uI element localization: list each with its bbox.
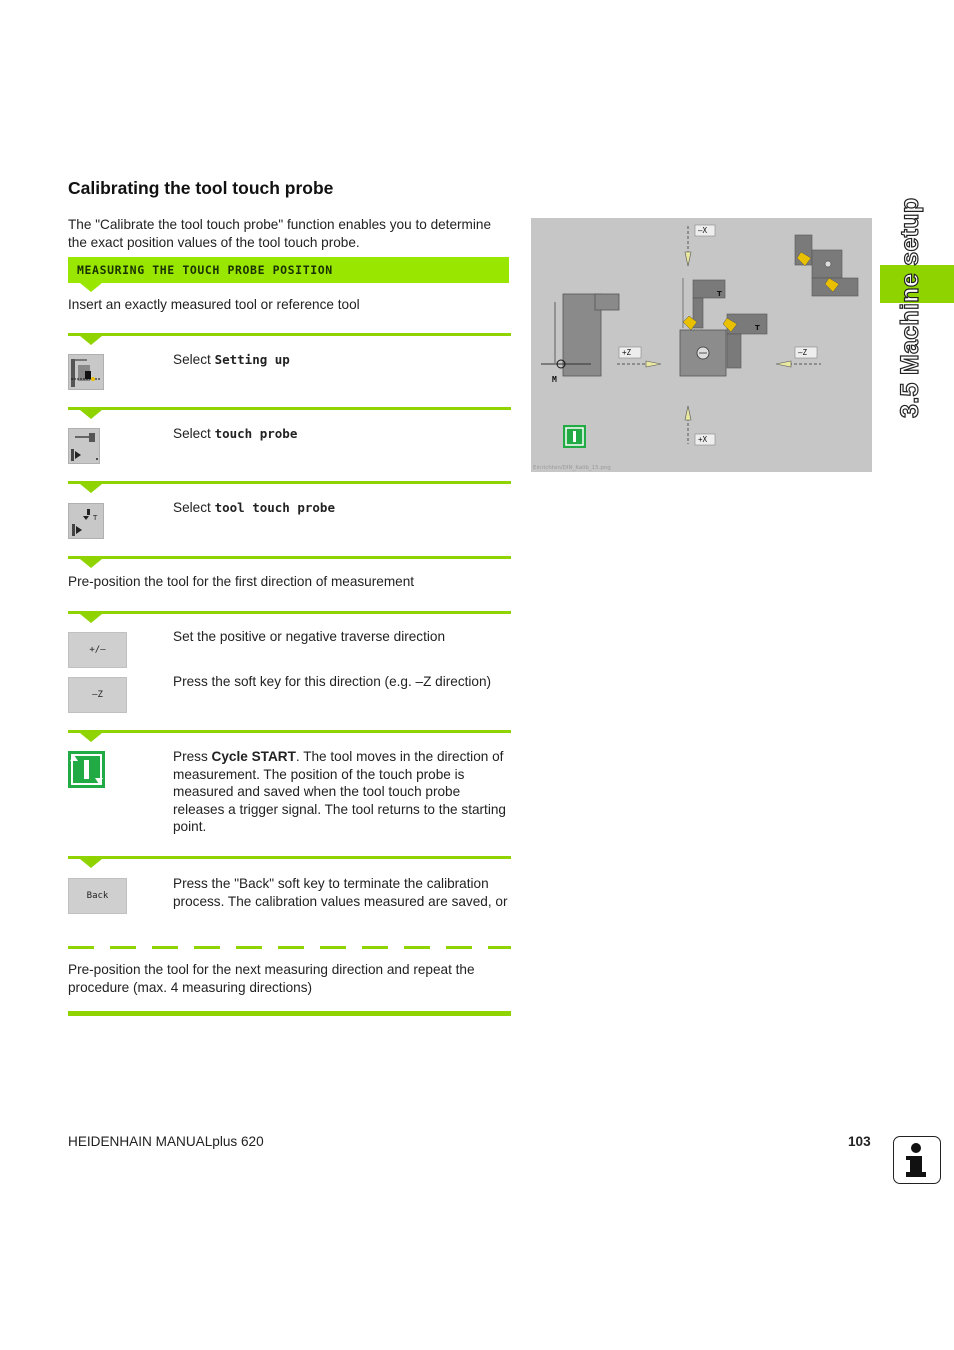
- cycle-start-key[interactable]: [68, 751, 105, 788]
- step-divider: [68, 556, 511, 559]
- step-divider: [68, 481, 511, 484]
- step-prefix: Select: [173, 352, 215, 367]
- cycle-post: . The tool moves in the direction of measurement. The position of the touch probe is measured and saved when the tool touch probe releases a trigger signal. The tool returns to the starting point.: [173, 749, 506, 834]
- figure-caption: Einrichten/DIN_Kalib_15.png: [533, 465, 611, 471]
- footer-product: HEIDENHAIN MANUALplus 620: [68, 1134, 264, 1149]
- t-label-1: T: [717, 290, 722, 298]
- minus-z-label: –Z: [798, 348, 808, 357]
- cycle-start-icon: [68, 751, 105, 788]
- step-code: Setting up: [214, 352, 290, 367]
- intro-text: The "Calibrate the tool touch probe" function enables you to determine the exact position values of the tool touch probe.: [68, 217, 492, 250]
- info-icon: [893, 1136, 941, 1184]
- step-divider: [68, 407, 511, 410]
- touch-probe-diagram: [531, 218, 872, 472]
- step-select-setting-up: [173, 351, 518, 369]
- plus-minus-softkey[interactable]: +/–: [68, 632, 127, 668]
- insert-tool-text: Insert an exactly measured tool or reference tool: [68, 297, 360, 312]
- plus-z-label: +Z: [622, 348, 632, 357]
- page-number: 103: [848, 1134, 871, 1149]
- plus-z-arrow: [646, 361, 661, 367]
- section-end-rule: [68, 1011, 511, 1016]
- touch-probe-softkey-icon: [68, 428, 100, 464]
- plus-x-arrow: [685, 406, 691, 420]
- step-divider: [68, 333, 511, 336]
- back-softkey[interactable]: Back: [68, 878, 127, 914]
- cycle-pre: Press: [173, 749, 212, 764]
- touch-probe-icon: [69, 429, 99, 463]
- banner-label: MEASURING THE TOUCH PROBE POSITION: [77, 263, 333, 277]
- repeat-text: Pre-position the tool for the next measuring direction and repeat the procedure (max. 4 measuring directions): [68, 962, 475, 995]
- right-tool-shank: [727, 334, 741, 368]
- diagram-svg: [531, 218, 872, 472]
- cycle-bold: Cycle START: [211, 749, 296, 764]
- chapter-title: 3.5 Machine setup: [896, 197, 924, 418]
- procedure-banner: [68, 257, 509, 283]
- direction-step-text: Set the positive or negative traverse direction: [173, 629, 446, 644]
- minus-x-arrow: [685, 252, 691, 266]
- step-select-tool-touch-probe: [173, 499, 518, 517]
- step-divider: [68, 730, 511, 733]
- setting-up-icon: [69, 355, 103, 389]
- setting-up-softkey-icon: [68, 354, 104, 390]
- cycle-start-text: [173, 748, 511, 836]
- step-prefix: Select: [173, 426, 215, 441]
- step-divider: [68, 856, 511, 859]
- back-step-text: Press the "Back" soft key to terminate the calibration process. The calibration values measured are saved, or: [173, 876, 508, 909]
- t-label-2: T: [755, 324, 760, 332]
- step-code: tool touch probe: [214, 500, 335, 515]
- svg-text:T: T: [93, 514, 98, 522]
- dashed-divider: [68, 946, 511, 949]
- banner-pointer: [80, 283, 102, 292]
- m-label: M: [552, 375, 557, 384]
- plus-x-label: +X: [698, 435, 708, 444]
- step-prefix: Select: [173, 500, 215, 515]
- step-divider: [68, 611, 511, 614]
- spindle-flange: [595, 294, 619, 310]
- minus-z-arrow: [776, 361, 791, 367]
- preposition-text: Pre-position the tool for the first direction of measurement: [68, 574, 415, 589]
- minus-z-step-text: Press the soft key for this direction (e.g. –Z direction): [173, 674, 492, 689]
- minus-x-label: –X: [698, 226, 708, 235]
- info-i-glyph: [894, 1137, 939, 1182]
- step-code: touch probe: [214, 426, 298, 441]
- section-title: Calibrating the tool touch probe: [68, 178, 334, 198]
- minus-z-softkey[interactable]: –Z: [68, 677, 127, 713]
- tool-touch-probe-softkey-icon: [68, 503, 104, 539]
- tool-touch-probe-icon: [69, 504, 103, 538]
- step-select-touch-probe: [173, 425, 518, 443]
